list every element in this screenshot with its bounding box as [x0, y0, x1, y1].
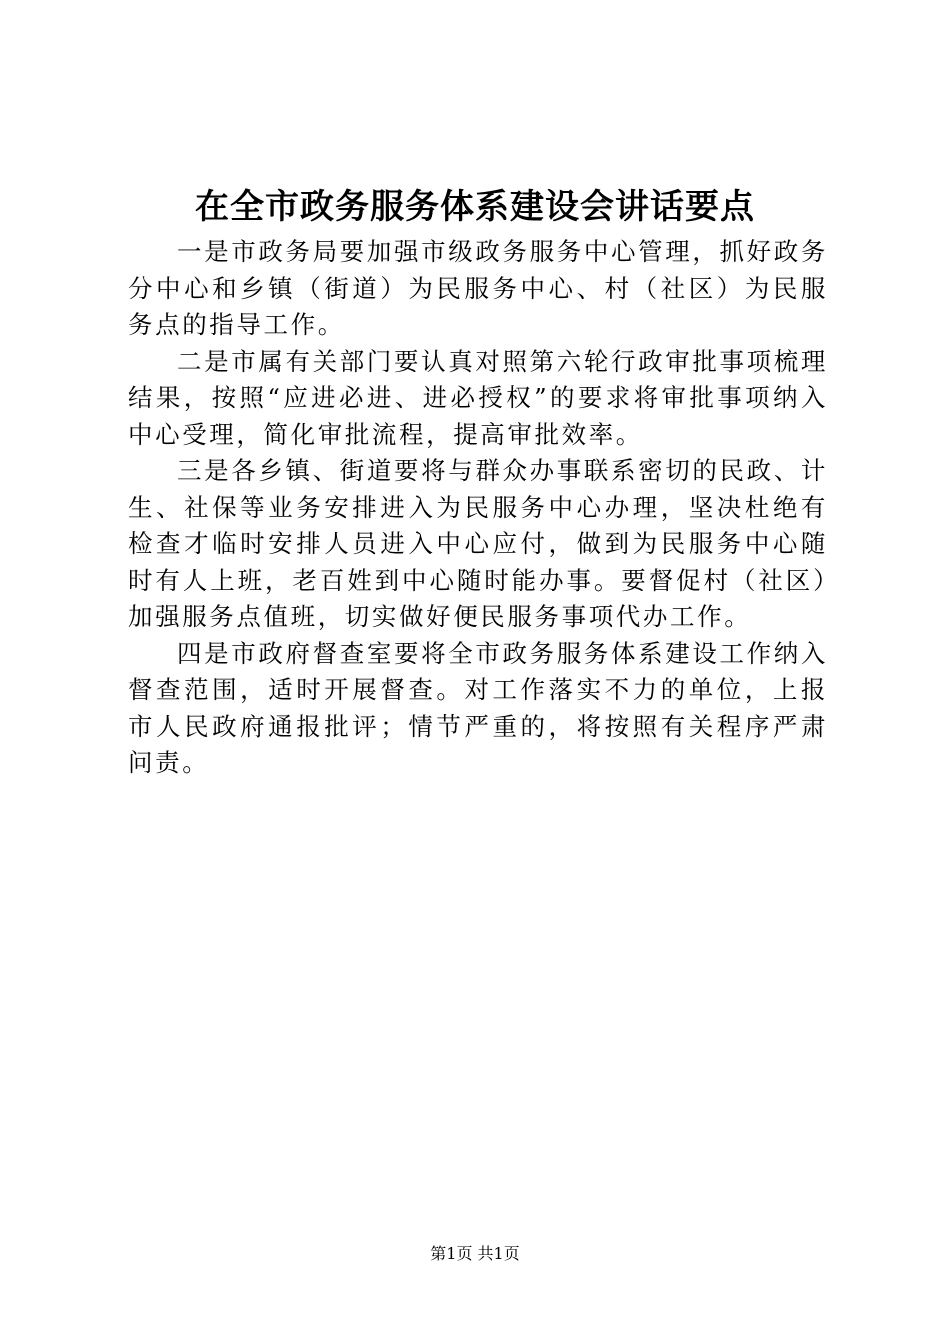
paragraph: 三是各乡镇、街道要将与群众办事联系密切的民政、计生、社保等业务安排进入为民服务中心办理，坚决杜绝有检查才临时安排人员进入中心应付，做到为民服务中心随时有人上班，老百姓到中心随时能办事。要督促村（社区）加强服务点值班，切实做好便民服务事项代办工作。: [128, 456, 828, 631]
document-title: 在全市政务服务体系建设会讲话要点: [195, 187, 755, 227]
page-footer: 第1页 共1页: [430, 1244, 520, 1263]
document-body: [128, 234, 828, 782]
paragraph: 四是市政府督查室要将全市政务服务体系建设工作纳入督查范围，适时开展督查。对工作落实不力的单位，上报市人民政府通报批评；情节严重的，将按照有关程序严肃问责。: [128, 638, 828, 777]
paragraph: 二是市属有关部门要认真对照第六轮行政审批事项梳理结果，按照“应进必进、进必授权”的要求将审批事项纳入中心受理，简化审批流程，提高审批效率。: [128, 346, 828, 449]
paragraph: 一是市政务局要加强市级政务服务中心管理，抓好政务分中心和乡镇（街道）为民服务中心、村（社区）为民服务点的指导工作。: [128, 237, 828, 339]
